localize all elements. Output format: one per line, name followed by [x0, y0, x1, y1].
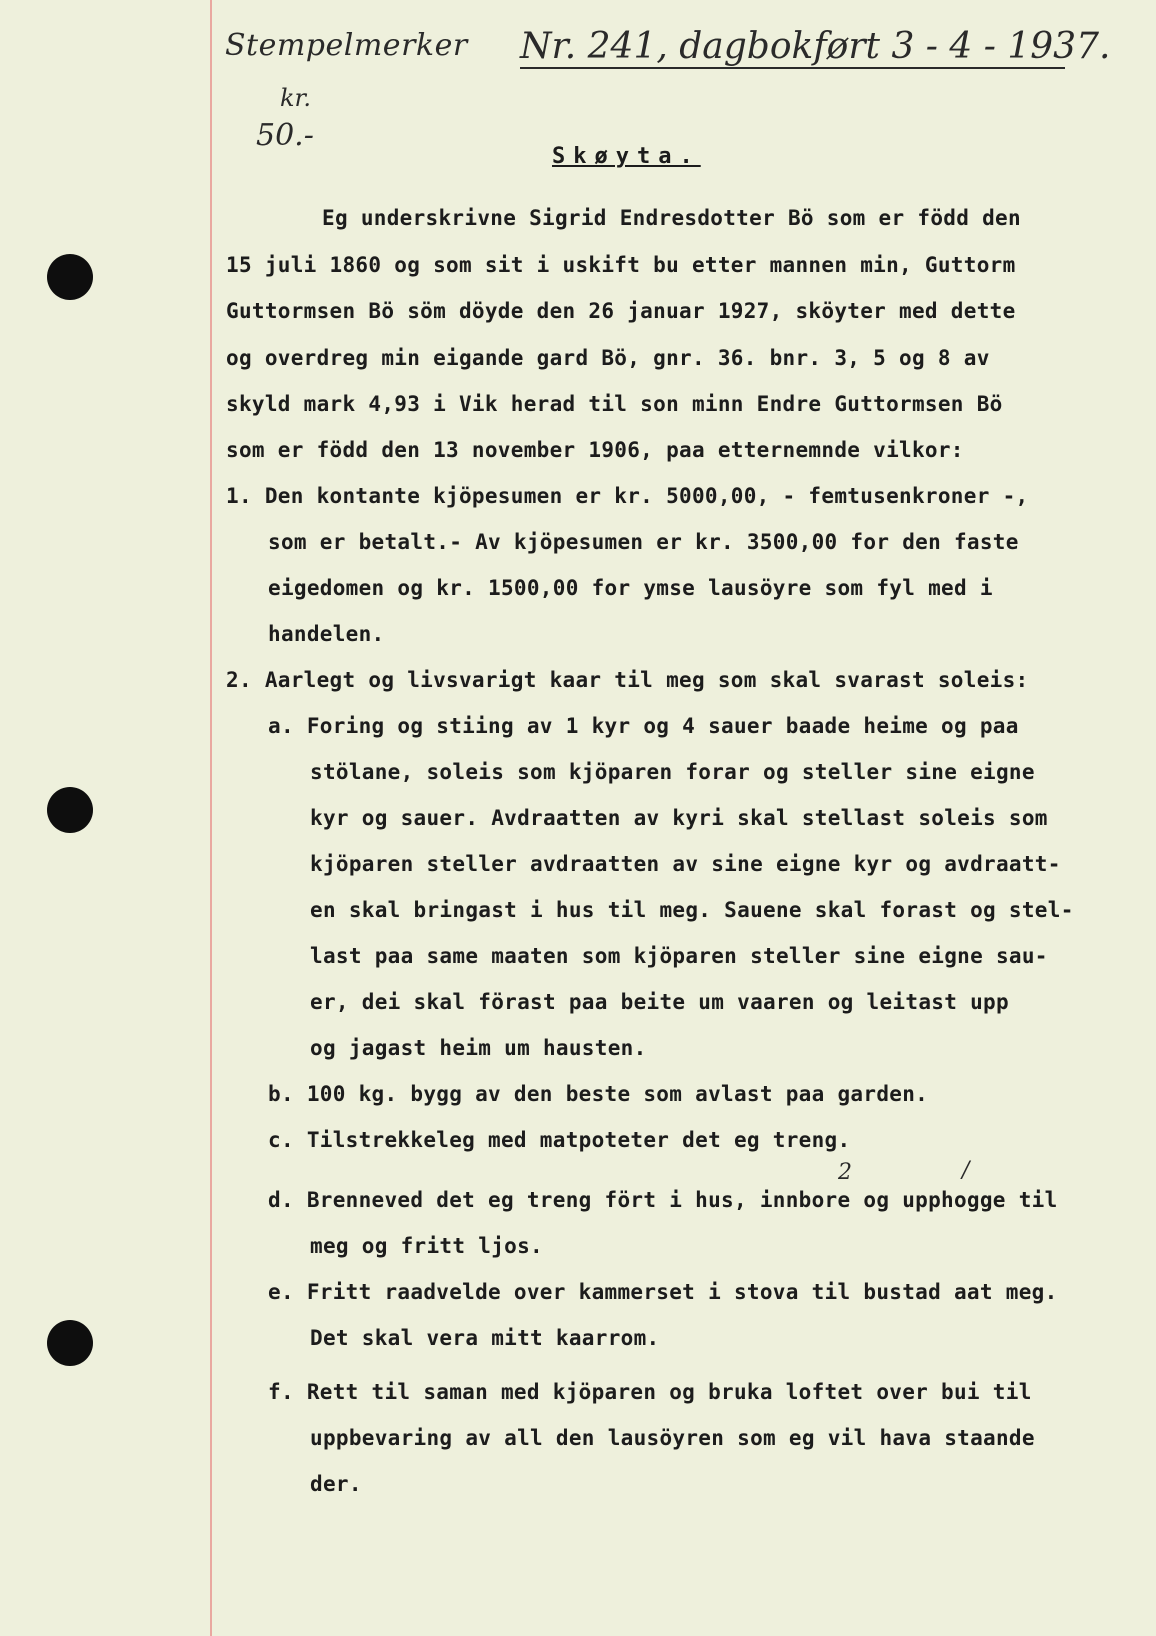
stamp-amount: 50.-	[256, 118, 314, 153]
text-line: og jagast heim um hausten.	[310, 1036, 647, 1060]
margin-rule	[210, 0, 212, 1636]
text-line: Guttormsen Bö söm döyde den 26 januar 1927, sköyter med dette	[226, 299, 1016, 323]
document-title: Skøyta.	[552, 144, 701, 169]
text-line: uppbevaring av all den lausöyren som eg vil hava staande	[310, 1426, 1035, 1450]
stamp-note: Stempelmerker	[225, 28, 468, 63]
text-line: 1. Den kontante kjöpesumen er kr. 5000,00, - femtusenkroner -,	[226, 484, 1029, 508]
text-line: 2. Aarlegt og livsvarigt kaar til meg som skal svarast soleis:	[226, 668, 1029, 692]
text-line: handelen.	[268, 622, 385, 646]
text-line: last paa same maaten som kjöparen steller sine eigne sau-	[310, 944, 1048, 968]
text-line: kjöparen steller avdraatten av sine eigne kyr og avdraatt-	[310, 852, 1061, 876]
text-line: Det skal vera mitt kaarrom.	[310, 1326, 660, 1350]
text-line: a. Foring og stiing av 1 kyr og 4 sauer baade heime og paa	[268, 714, 1019, 738]
text-line: skyld mark 4,93 i Vik herad til son minn Endre Guttormsen Bö	[226, 392, 1003, 416]
punch-hole	[47, 787, 93, 833]
text-line: stölane, soleis som kjöparen forar og steller sine eigne	[310, 760, 1035, 784]
text-line: e. Fritt raadvelde over kammerset i stova til bustad aat meg.	[268, 1280, 1058, 1304]
text-line: som er född den 13 november 1906, paa etternemnde vilkor:	[226, 438, 964, 462]
text-line: er, dei skal förast paa beite um vaaren og leitast upp	[310, 990, 1009, 1014]
stamp-kr: kr.	[280, 84, 312, 112]
text-line: eigedomen og kr. 1500,00 for ymse lausöyre som fyl med i	[268, 576, 993, 600]
text-line: f. Rett til saman med kjöparen og bruka loftet over bui til	[268, 1380, 1032, 1404]
text-line: d. Brenneved det eg treng fört i hus, innbore og upphogge til	[268, 1188, 1058, 1212]
text-line: der.	[310, 1472, 362, 1496]
text-line: en skal bringast i hus til meg. Sauene skal forast og stel-	[310, 898, 1074, 922]
text-line: b. 100 kg. bygg av den beste som avlast paa garden.	[268, 1082, 929, 1106]
text-line: 15 juli 1860 og som sit i uskift bu etter mannen min, Guttorm	[226, 253, 1016, 277]
text-line: som er betalt.- Av kjöpesumen er kr. 3500,00 for den faste	[268, 530, 1019, 554]
text-line: c. Tilstrekkeleg med matpoteter det eg treng.	[268, 1128, 851, 1152]
text-line: kyr og sauer. Avdraatten av kyri skal stellast soleis som	[310, 806, 1048, 830]
registration-header: Nr. 241, dagbokført 3 - 4 - 1937.	[520, 26, 1111, 67]
text-line: og overdreg min eigande gard Bö, gnr. 36. bnr. 3, 5 og 8 av	[226, 346, 990, 370]
text-line: Eg underskrivne Sigrid Endresdotter Bö som er född den	[322, 206, 1021, 230]
punch-hole	[47, 254, 93, 300]
punch-hole	[47, 1320, 93, 1366]
text-line: meg og fritt ljos.	[310, 1234, 543, 1258]
handwritten-mark: 2	[838, 1160, 852, 1185]
handwritten-mark: /	[962, 1158, 970, 1183]
